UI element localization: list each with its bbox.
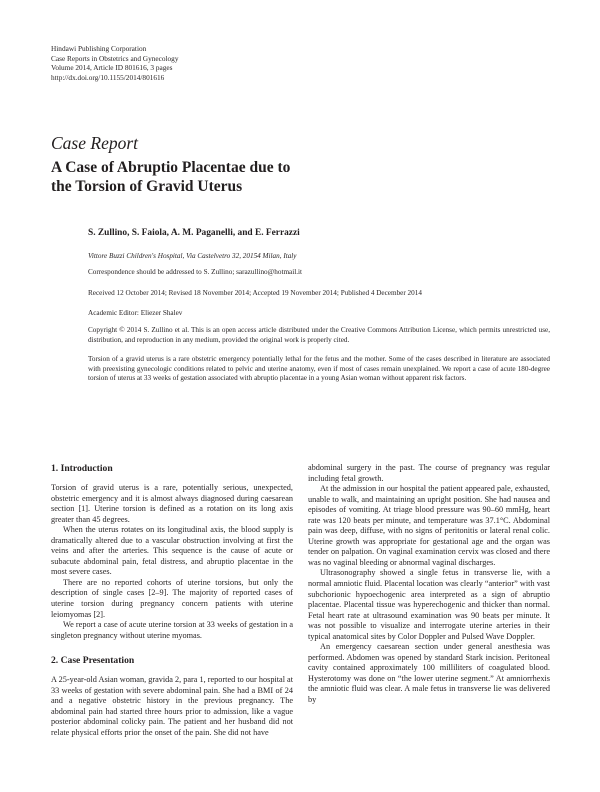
copyright-notice: Copyright © 2014 S. Zullino et al. This is an open access article distributed under the Creative Commons Attribution License, which permits unrestricted use, distribution, and reproduction in any medium, provided the original work is properly cited. <box>88 326 550 344</box>
right-column <box>308 463 550 706</box>
case-paragraph-admission: At the admission in our hospital the patient appeared pale, exhausted, unable to walk, and maintaining an upright position. She had nausea and episodes of vomiting. At triage blood pressure was 90–60 mmHg, heart rate was 120 beats per minute, and temperature was 37.1°C. Abdominal pain was deep, diffuse, with no signs of peritonitis or lateral renal colic. Uterine growth was appropriate for gestational age and the organ was tender on palpation. On vaginal examination cervix was closed and there was no vaginal bleeding or abnormal vaginal discharges. <box>308 484 550 567</box>
intro-paragraph-2: When the uterus rotates on its longitudinal axis, the blood supply is dramatically altered due to a vascular obstruction involving at first the veins and after the arteries. This sequence is the cause of acute or subacute abdominal pain, fetal distress, and abruptio placentae in the most severe cases. <box>51 525 293 577</box>
doi-link[interactable]: http://dx.doi.org/10.1155/2014/801616 <box>51 72 165 82</box>
case-paragraph-1: A 25-year-old Asian woman, gravida 2, para 1, reported to our hospital at 33 weeks of gestation with severe abdominal pain. She had a BMI of 24 and a negative obstetric history in the previous pregnancy. The abdominal pain had started three hours prior to admission, like a vague posterior abdominal colicky pain. The patient and her husband did not relate physical efforts prior the onset of the pain. She did not have <box>51 675 293 737</box>
affiliation: Vittore Buzzi Children's Hospital, Via Castelvetro 32, 20154 Milan, Italy <box>88 252 297 260</box>
journal-header <box>51 44 178 82</box>
left-column <box>51 463 293 738</box>
title-line-1: A Case of Abruptio Placentae due to <box>51 159 291 176</box>
journal-name: Case Reports in Obstetrics and Gynecology <box>51 53 179 63</box>
case-paragraph-ultrasound: Ultrasonography showed a single fetus in transverse lie, with a normal amniotic fluid. Placental location was clearly “anterior” with vast subchorionic hypoechogenic area interpreted as a sign of abruptio placentae. Placental tissue was hyperechogenic and thicker than normal. Fetal heart rate at ultrasound examination was 90 beats per minute. It was not possible to visualize and interrogate uterine arteries in their typical anatomical sites by Color Doppler and Pulsed Wave Doppler. <box>308 568 550 641</box>
article-type-label: Case Report <box>51 133 139 153</box>
publication-dates: Received 12 October 2014; Revised 18 November 2014; Accepted 19 November 2014; Published 4 December 2014 <box>88 289 422 297</box>
publisher-line: Hindawi Publishing Corporation <box>51 44 147 53</box>
intro-paragraph-3: There are no reported cohorts of uterine torsions, but only the description of single cases [2–9]. The majority of reported cases of uterine torsion during pregnancy concern patients with uterine leiomyomas [2]. <box>51 577 293 619</box>
case-paragraph-continued: abdominal surgery in the past. The course of pregnancy was regular including fetal growth. <box>308 463 550 483</box>
case-paragraph-surgery: An emergency caesarean section under general anesthesia was performed. Abdomen was opened by standard Stark incision. Peritoneal cavity contained approximately 100 milliliters of coagulated blood. Hysterotomy was done on “the lower uterine segment.” At amniorrhexis the amniotic fluid was clear. A male fetus in transverse lie was delivered by <box>308 642 550 705</box>
intro-paragraph-4: We report a case of acute uterine torsion at 33 weeks of gestation in a singleton pregnancy without uterine myomas. <box>51 620 293 640</box>
case-presentation-heading: 2. Case Presentation <box>51 655 135 667</box>
introduction-heading: 1. Introduction <box>51 463 113 474</box>
intro-paragraph-1: Torsion of gravid uterus is a rare, potentially serious, unexpected, obstetric emergency and it is almost always diagnosed during caesarean section [1]. Uterine torsion is defined as a rotation on its long axis greater than 45 degrees. <box>51 483 293 524</box>
article-title <box>51 158 290 196</box>
academic-editor: Academic Editor: Eliezer Shalev <box>88 309 183 317</box>
abstract: Torsion of a gravid uterus is a rare obstetric emergency potentially lethal for the fetus and the mother. Some of the cases described in literature are associated with preexisting gynecologic conditions related to pelvic and uterine anatomy, even if most of cases remain unexplained. We report a case of acute 180-degree torsion of uterus at 33 weeks of gestation associated with abruptio placentae in a young Asian woman without apparent risk factors. <box>88 355 550 382</box>
correspondence: Correspondence should be addressed to S. Zullino; sarazullino@hotmail.it <box>88 268 303 276</box>
author-list: S. Zullino, S. Faiola, A. M. Paganelli, and E. Ferrazzi <box>88 228 300 238</box>
volume-line: Volume 2014, Article ID 801616, 3 pages <box>51 63 173 73</box>
title-line-2: the Torsion of Gravid Uterus <box>51 178 243 195</box>
